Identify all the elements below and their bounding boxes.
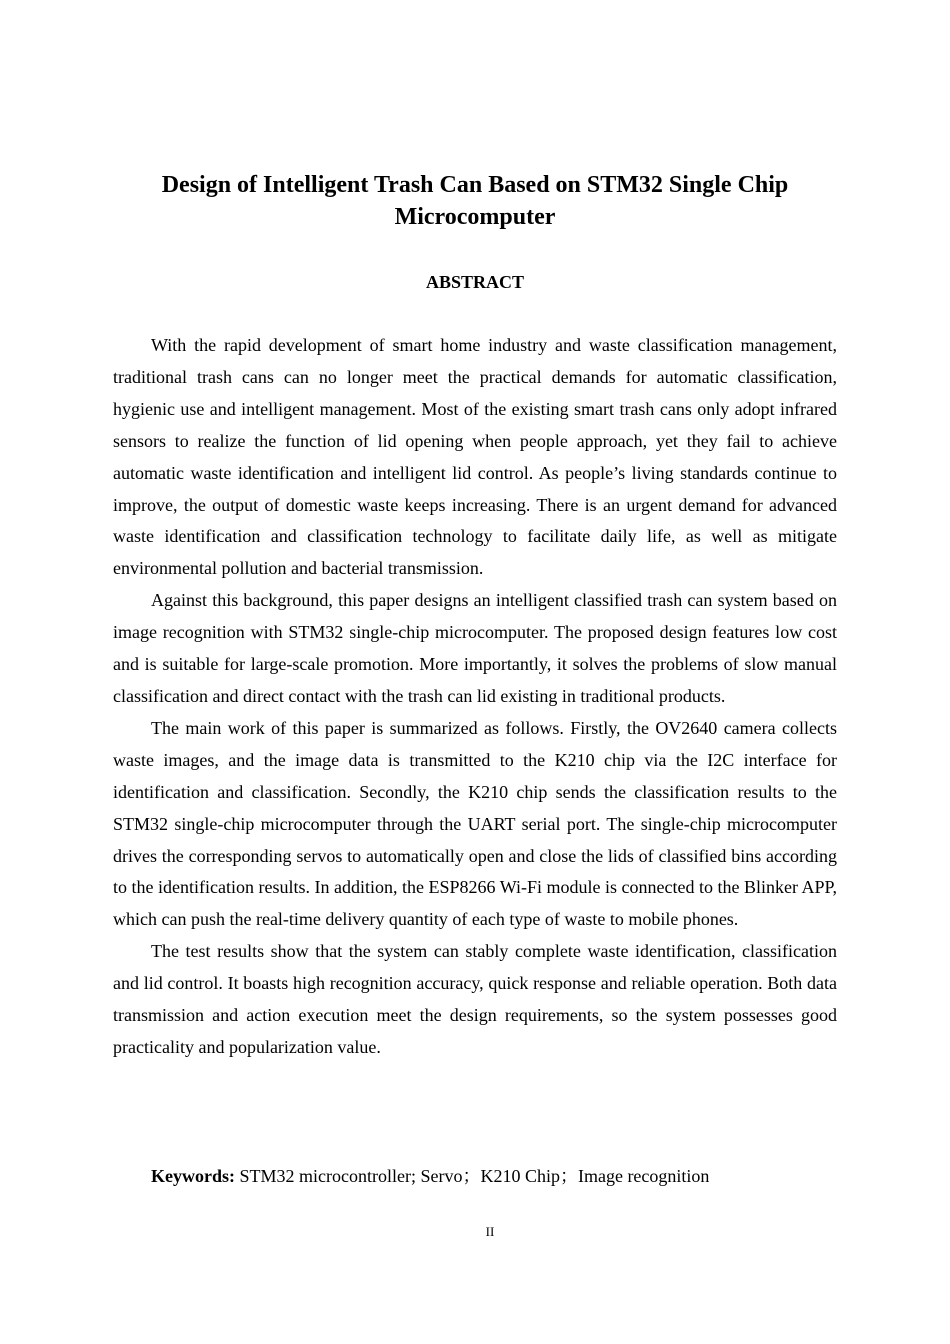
keywords-text: STM32 microcontroller; Servo；K210 Chip；Image recognition — [235, 1166, 710, 1186]
abstract-paragraph-3: The main work of this paper is summarized as follows. Firstly, the OV2640 camera collects waste images, and the image data is transmitted to the K210 chip via the I2C interface for identification and classification. Secondly, the K210 chip sends the classification results to the STM32 single-chip microcomputer through the UART serial port. The single-chip microcomputer drives the corresponding servos to automatically open and close the lids of classified bins according to the identification results. In addition, the ESP8266 Wi-Fi module is connected to the Blinker APP, which can push the real-time delivery quantity of each type of waste to mobile phones. — [113, 717, 837, 930]
keywords-line — [151, 1161, 709, 1192]
abstract-paragraph-1: With the rapid development of smart home industry and waste classification management, traditional trash cans can no longer meet the practical demands for automatic classification, hygienic use and intelligent management. Most of the existing smart trash cans only adopt infrared sensors to realize the function of lid opening when people approach, yet they fail to achieve automatic waste identification and intelligent lid control. As people’s living standards continue to improve, the output of domestic waste keeps increasing. There is an urgent demand for advanced waste identification and classification technology to facilitate daily life, as well as mitigate environmental pollution and bacterial transmission. — [113, 335, 837, 579]
abstract-paragraph-4: The test results show that the system can stably complete waste identification, classification and lid control. It boasts high recognition accuracy, quick response and reliable operation. Both data transmission and action execution meet the design requirements, so the system possesses good practicality and popularization value. — [113, 941, 837, 1057]
keywords-label: Keywords: — [151, 1166, 235, 1186]
page-number: II — [485, 1224, 495, 1239]
abstract-body — [113, 330, 837, 1064]
abstract-paragraph-2: Against this background, this paper designs an intelligent classified trash can system based on image recognition with STM32 single-chip microcomputer. The proposed design features low cost and is suitable for large-scale promotion. More importantly, it solves the problems of slow manual classification and direct contact with the trash can lid existing in traditional products. — [113, 590, 837, 706]
paper-title: Design of Intelligent Trash Can Based on STM32 Single Chip Microcomputer — [161, 172, 789, 230]
abstract-heading: ABSTRACT — [425, 272, 525, 292]
